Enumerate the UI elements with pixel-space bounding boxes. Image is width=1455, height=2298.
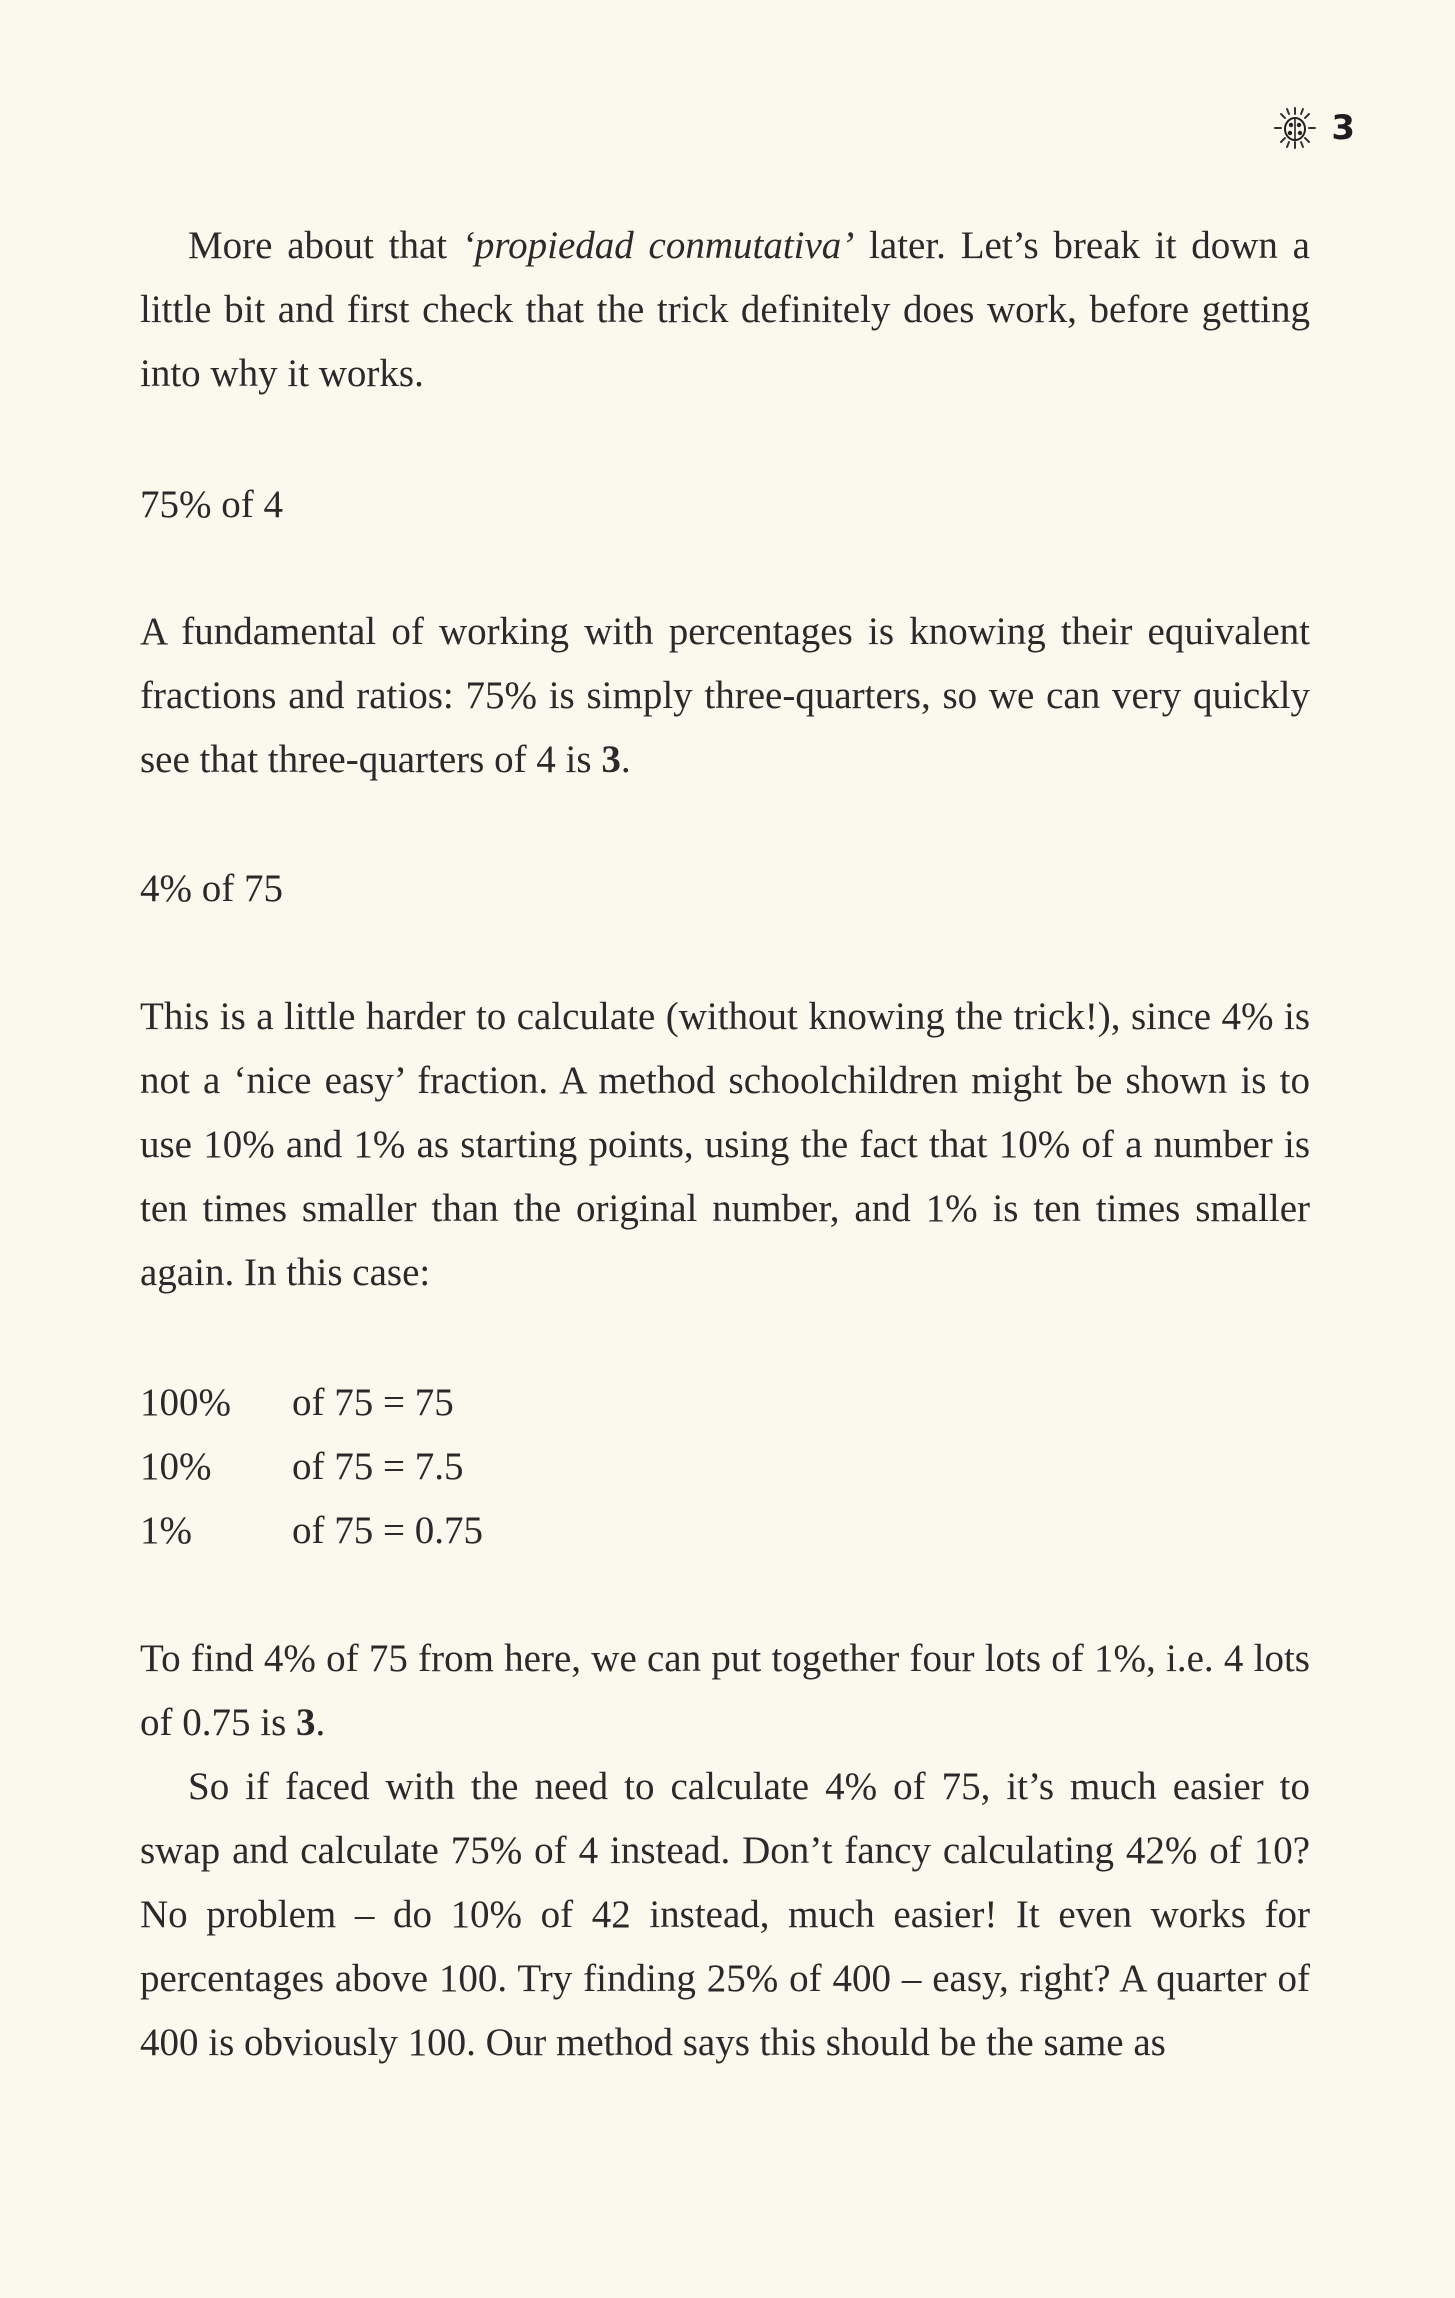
calc-percent: 10%	[140, 1445, 212, 1488]
period: .	[315, 1701, 326, 1744]
paragraph-method: This is a little harder to calculate (without knowing the trick!), since 4% is not a ‘nice easy’ fraction. A method schoolchildren might be shown is to use 10% and 1% as starting points, using the fact that 10% of a number is ten times smaller than the original number, and 1% is ten times smaller again. In this case:	[140, 995, 1310, 1294]
page-number: 3	[1331, 108, 1355, 148]
paragraph-intro	[140, 214, 1310, 406]
answer-bold: 3	[601, 738, 621, 781]
calc-row	[140, 1371, 483, 1435]
calc-expression: of 75 = 75	[292, 1381, 454, 1424]
calc-percent: 1%	[140, 1509, 192, 1552]
example-heading-4-of-75: 4% of 75	[140, 867, 283, 910]
period: .	[620, 738, 631, 781]
calculation-table	[140, 1371, 483, 1563]
answer-bold: 3	[296, 1701, 316, 1744]
fractions-text: A fundamental of working with percentages is knowing their equivalent fractions and ratios: 75% is simply three-quarters, so we can very quickly see that three-quarters of 4 is	[140, 610, 1310, 781]
four-lots-text: To find 4% of 75 from here, we can put together four lots of 1%, i.e. 4 lots of 0.75 is	[140, 1637, 1310, 1744]
calc-row	[140, 1435, 483, 1499]
intro-text-end: later. Let’s break it down a little bit and first check that the trick definitely does work, before getting into why it works.	[140, 224, 1310, 395]
calc-percent: 100%	[140, 1381, 231, 1424]
page-header	[1273, 106, 1355, 150]
ladybird-sun-icon	[1273, 106, 1317, 150]
paragraph-four-lots	[140, 1627, 1310, 1755]
calc-expression: of 75 = 0.75	[292, 1509, 483, 1552]
calc-row	[140, 1499, 483, 1563]
example-heading-75-of-4: 75% of 4	[140, 483, 283, 526]
calc-expression: of 75 = 7.5	[292, 1445, 464, 1488]
italic-term: ‘propiedad conmutativa’	[461, 224, 855, 267]
paragraph-fractions	[140, 600, 1310, 792]
paragraph-swap: So if faced with the need to calculate 4% of 75, it’s much easier to swap and calculate 75% of 4 instead. Don’t fancy calculating 42% of 10? No problem – do 10% of 42 instead, much easier! It even works for percentages above 100. Try finding 25% of 400 – easy, right? A quarter of 400 is obviously 100. Our method says this should be the same as	[140, 1765, 1310, 2064]
intro-text-start: More about that	[188, 224, 462, 267]
